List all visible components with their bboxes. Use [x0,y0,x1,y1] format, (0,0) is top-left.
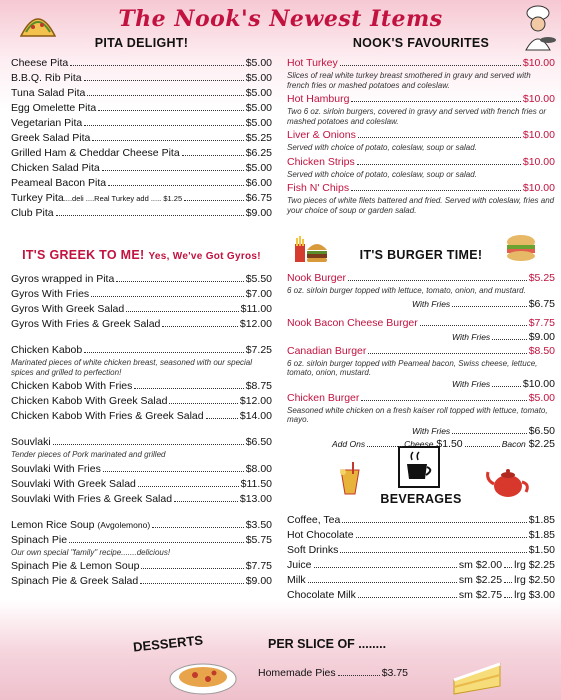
drink-icon [333,462,367,496]
menu-row [11,287,272,302]
cheese-price: $1.50 [436,437,463,450]
item-name: Peameal Bacon Pita [11,177,107,189]
item-price-small: sm $2.75 [458,589,503,601]
pizza-plate-icon [168,655,238,697]
item-price: $5.00 [245,117,272,129]
item-name: Juice [287,559,312,571]
menu-row [287,588,555,603]
item-name: Egg Omelette Pita [11,102,97,114]
item-price: $11.50 [240,477,272,490]
item-price: $9.00 [528,330,555,343]
item-description: Two 6 oz. sirloin burgers, covered in gravy and served with french fries or mashed potatoes and coleslaw. [287,107,547,126]
item-price: $8.00 [245,462,272,475]
menu-row [287,316,555,331]
item-price: $10.00 [522,155,555,168]
menu-row [11,435,272,450]
menu-row [11,317,272,332]
per-slice-label: PER SLICE OF ........ [268,637,387,651]
item-name: Gyros With Fries [11,288,90,300]
item-name: Souvlaki [11,436,51,448]
item-price: $5.75 [245,533,272,546]
item-name: Soft Drinks [287,544,339,556]
menu-row [287,543,555,558]
menu-row [287,331,555,344]
item-name: Homemade Pies [258,667,336,679]
item-price: $3.50 [245,518,272,531]
cheese-label: Cheese [404,438,434,449]
item-price: $13.00 [239,492,272,505]
menu-row [287,344,555,359]
beverages-heading: BEVERAGES [380,492,462,506]
item-name: Fish N' Chips [287,182,350,194]
item-name: Turkey Pita [11,192,64,204]
item-name: Hot Turkey [287,57,338,69]
item-price: $10.00 [522,182,555,194]
menu-row [287,558,555,573]
item-name: Club Pita [11,207,54,219]
item-price: $9.00 [245,575,272,587]
item-description: Marinated pieces of white chicken breast, seasoned with our special spices and grilled to perfection! [11,358,253,377]
menu-row [287,298,555,311]
item-description: Seasoned white chicken on a fresh kaiser roll topped with lettuce, tomato, mayo. [287,405,548,424]
item-name: Lemon Rice Soup [11,518,95,531]
menu-row [11,574,272,589]
item-price: $5.00 [528,391,555,404]
menu-row [11,101,272,116]
item-price: $5.00 [245,87,272,99]
menu-row [287,128,555,143]
bacon-addon-label: Bacon [501,438,526,449]
pita-section [11,36,272,221]
menu-row [11,86,272,101]
burger-section [287,248,555,451]
menu-row [11,533,272,548]
item-name: Nook Burger [287,272,346,284]
menu-row [287,271,555,286]
item-description: Served with choice of potato, coleslaw, soup or salad. [287,143,477,152]
item-price-large: lrg $2.25 [514,559,555,571]
greek-heading: IT'S GREEK TO ME! Yes, We've Got Gyros! [22,248,261,262]
item-price: $7.00 [245,288,272,300]
item-price-small: sm $2.00 [458,559,503,571]
coffee-cup-icon [398,446,440,488]
addons-row [287,438,555,451]
menu-row [11,176,272,191]
item-name: Chicken Strips [287,155,355,168]
item-price: $1.85 [528,514,555,526]
item-name: Cheese Pita [11,57,69,69]
menu-row [11,191,272,206]
item-name: Hot Hamburg [287,93,350,105]
item-note: (Avgolemono) [97,519,151,530]
favourites-heading: NOOK'S FAVOURITES [352,36,490,50]
item-name: Spinach Pie & Lemon Soup [11,560,140,572]
item-note: ....deli ....Real Turkey add ..... $1.25 [63,194,183,203]
menu-row [287,92,555,107]
menu-row [11,206,272,221]
page-title: The Nook's Newest Items [118,6,443,32]
item-price: $5.00 [245,162,272,174]
item-price: $6.75 [245,192,272,204]
item-price: $5.00 [245,102,272,114]
item-name: Gyros With Greek Salad [11,303,125,315]
item-description: Served with choice of potato, coleslaw, soup or salad. [287,169,477,179]
item-price: $5.25 [528,272,555,284]
item-name: Liver & Onions [287,129,356,141]
menu-row [11,343,272,358]
menu-row [11,56,272,71]
menu-row [287,573,555,588]
menu-row [11,518,272,533]
item-price: $1.85 [528,529,555,541]
item-name: Chocolate Milk [287,589,356,601]
item-price: $14.00 [239,410,272,422]
item-price: $1.50 [528,544,555,556]
item-name: Vegetarian Pita [11,117,83,129]
burger-heading: IT'S BURGER TIME! [359,248,483,262]
menu-row [287,155,555,170]
item-name: With Fries [412,425,451,436]
item-price: $6.75 [528,297,555,310]
menu-row [11,462,272,477]
greek-subheading: Yes, We've Got Gyros! [148,251,261,262]
item-name: With Fries [412,298,451,309]
item-description: 6 oz. sirloin burger topped with Peameal bacon, Swiss cheese, lettuce, tomato, onion, mustard. [287,358,538,377]
item-price: $10.00 [522,129,555,141]
item-name: Chicken Burger [287,391,360,404]
menu-row [11,161,272,176]
item-name: B.B.Q. Rib Pita [11,72,82,84]
menu-row [287,56,555,71]
menu-row [11,146,272,161]
item-description: 6 oz. sirloin burger topped with lettuce, tomato, onion, and mustard. [287,286,526,295]
menu-row [287,528,555,543]
item-price: $6.00 [245,177,272,189]
item-name: Nook Bacon Cheese Burger [287,316,418,329]
item-price: $5.00 [245,57,272,69]
item-price: $5.00 [245,72,272,84]
item-name: Souvlaki With Greek Salad [11,477,136,490]
item-name: Hot Chocolate [287,529,354,541]
item-name: Greek Salad Pita [11,132,91,144]
item-name: Grilled Ham & Cheddar Cheese Pita [11,147,180,159]
item-price: $6.50 [528,424,555,437]
item-price: $5.50 [245,273,272,285]
pita-heading: PITA DELIGHT! [94,36,189,50]
menu-row [287,181,555,196]
menu-row [11,477,272,492]
greek-section [11,248,272,589]
menu-row [287,391,555,406]
menu-row [258,666,408,681]
item-price: $8.50 [528,344,555,357]
item-name: Gyros wrapped in Pita [11,273,115,285]
item-price: $12.00 [239,395,272,407]
item-price: $10.00 [522,57,555,69]
item-price: $11.00 [240,303,272,315]
item-name: With Fries [452,331,491,342]
menu-row [11,559,272,574]
item-price: $8.75 [245,380,272,392]
menu-row [11,409,272,424]
item-description: Tender pieces of Pork marinated and grilled [11,450,166,459]
menu-row [11,492,272,507]
menu-row [287,513,555,528]
item-name: Souvlaki With Fries [11,462,101,475]
menu-row [11,131,272,146]
item-name: Coffee, Tea [287,514,341,526]
item-price: $10.00 [522,93,555,105]
item-description: Slices of real white turkey breast smothered in gravy and served with french fries or mashed potatoes and coleslaw. [287,71,531,90]
item-price: $6.50 [245,436,272,448]
item-name: With Fries [452,378,491,389]
desserts-heading: DESSERTS [132,632,204,655]
item-price: $3.75 [381,667,408,679]
item-name: Chicken Kabob [11,344,83,356]
item-price-small: sm $2.25 [458,574,503,586]
menu-row [11,272,272,287]
menu-row [11,379,272,394]
item-name: Spinach Pie & Greek Salad [11,575,139,587]
item-name: Souvlaki With Fries & Greek Salad [11,492,173,505]
menu-row [11,71,272,86]
item-price: $7.75 [245,560,272,572]
favourites-section [287,36,555,217]
item-description: Our own special "family" recipe.......delicious! [11,547,171,557]
menu-row [11,116,272,131]
bacon-addon-price: $2.25 [528,437,555,450]
item-name: Spinach Pie [11,533,68,546]
beverages-section [287,492,555,603]
item-name: Chicken Kabob With Greek Salad [11,395,168,407]
item-price: $6.25 [245,147,272,159]
item-price-large: lrg $3.00 [514,589,555,601]
item-name: Canadian Burger [287,344,367,357]
item-price: $7.75 [528,316,555,329]
item-price: $5.25 [245,132,272,144]
item-price: $12.00 [239,318,272,330]
item-price-large: lrg $2.50 [514,574,555,586]
menu-row [287,378,555,391]
item-name: Milk [287,574,306,586]
item-price: $9.00 [245,207,272,219]
menu-row [11,302,272,317]
cake-slice-icon [450,650,506,696]
item-price: $7.25 [245,344,272,356]
item-name: Tuna Salad Pita [11,87,86,99]
menu-row [287,425,555,438]
menu-row [11,394,272,409]
item-name: Chicken Kabob With Fries [11,380,133,392]
item-name: Gyros With Fries & Greek Salad [11,318,161,330]
item-price: $10.00 [522,377,555,390]
item-name: Chicken Kabob With Fries & Greek Salad [11,410,204,422]
item-description: Two pieces of white filets battered and fried. Served with coleslaw, fries and your choice of soup or garden salad. [287,196,555,215]
addons-label: Add Ons [332,438,366,449]
item-name: Chicken Salad Pita [11,162,100,174]
